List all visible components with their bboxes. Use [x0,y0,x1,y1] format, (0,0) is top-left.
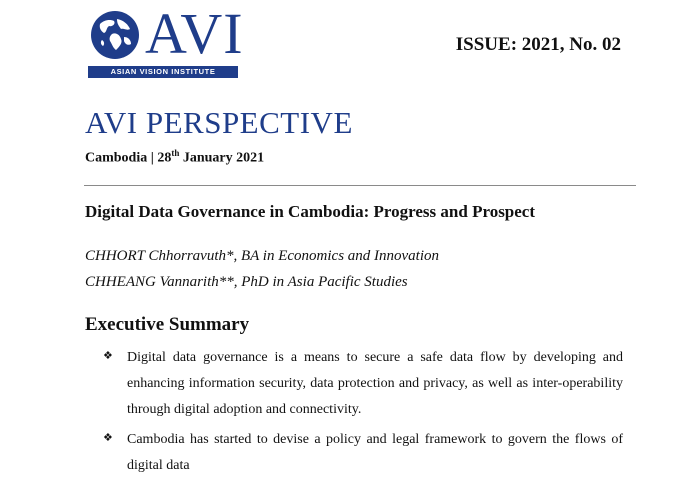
logo-banner: ASIAN VISION INSTITUTE [88,66,238,78]
section-heading: Executive Summary [85,314,250,335]
dateline-place: Cambodia [85,150,148,166]
dateline-day-suffix: th [171,148,180,158]
logo-wordmark: AVI [145,1,244,66]
list-item [103,427,623,479]
bullet-text: Digital data governance is a means to secure a safe data flow by developing and enhancing information security, data protection and privacy, as well as inter-operability through digital adoption and connectivity. [127,350,623,417]
author-line: CHHEANG Vannarith**, PhD in Asia Pacific Studies [85,274,408,290]
globe-icon [90,10,140,60]
dateline-day: 28 [157,150,172,166]
series-title: AVI PERSPECTIVE [85,105,353,140]
issue-number: ISSUE: 2021, No. 02 [455,34,621,55]
diamond-bullet-icon: ❖ [103,432,113,444]
dateline-month-year: January 2021 [179,150,265,166]
horizontal-divider [84,185,636,186]
article-title: Digital Data Governance in Cambodia: Progress and Prospect [85,202,536,221]
author-line: CHHORT Chhorravuth*, BA in Economics and Innovation [85,248,440,264]
list-item [103,345,623,423]
diamond-bullet-icon: ❖ [103,350,113,362]
summary-bullet-list [103,345,623,479]
avi-logo [88,1,246,80]
bullet-text: Cambodia has started to devise a policy and legal framework to govern the flows of digital data [127,432,623,473]
dateline-separator: | [147,150,158,166]
dateline [85,148,264,167]
